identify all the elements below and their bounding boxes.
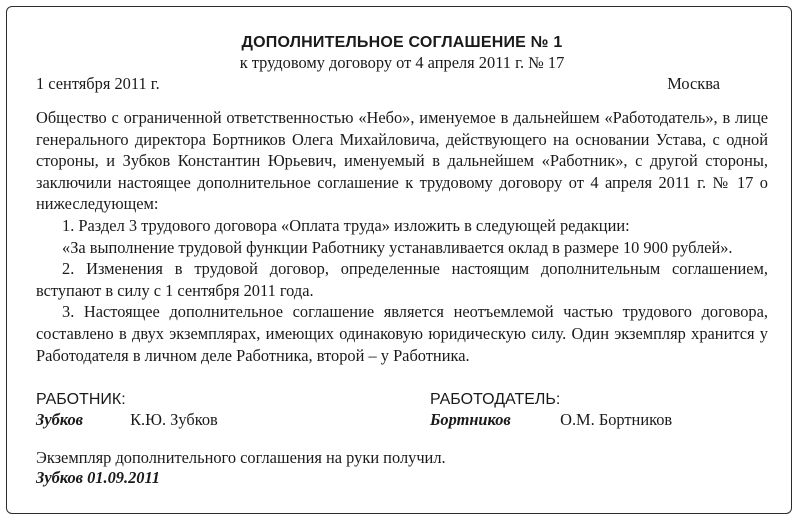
- employer-signature-block: [430, 390, 672, 430]
- clause-1-quote: «За выполнение трудовой функции Работнику устанавливается оклад в размере 10 900 рублей».: [62, 237, 733, 257]
- employee-label: РАБОТНИК:: [36, 391, 126, 409]
- clause-1: 1. Раздел 3 трудового договора «Оплата труда» изложить в следующей редакции:: [62, 215, 630, 235]
- document-subtitle: к трудовому договору от 4 апреля 2011 г. № 17: [239, 53, 565, 72]
- employer-label: РАБОТОДАТЕЛЬ:: [430, 391, 561, 409]
- employer-name: О.М. Бортников: [560, 410, 673, 430]
- employer-signature: Бортников: [430, 410, 511, 430]
- document-city: Москва: [667, 74, 720, 93]
- employee-name: К.Ю. Зубков: [130, 410, 218, 430]
- preamble-paragraph: Общество с ограниченной ответственностью «Небо», именуемое в дальнейшем «Работодатель», в лице генерального директора Бортников Олега Михайловича, действующего на основании Устава, с одной стороны, и Зубков Константин Юрьевич, именуемый в дальнейшем «Работник», с другой стороны, заключили настоящее дополнительное соглашение к трудовому договору от 4 апреля 2011 г. № 17 о нижеследующем:: [36, 108, 768, 214]
- agreement-document: [36, 32, 768, 488]
- clause-2: 2. Изменения в трудовой договор, определенные настоящим дополнительным соглашением, вступают в силу с 1 сентября 2011 года.: [36, 259, 768, 300]
- clause-3: 3. Настоящее дополнительное соглашение является неотъемлемой частью трудового договора, составлено в двух экземплярах, имеющих одинаковую юридическую силу. Один экземпляр хранится у Работодателя в личном деле Работника, второй – у Работника.: [36, 302, 768, 365]
- signature-block: [36, 390, 768, 436]
- receipt-block: [36, 448, 768, 488]
- document-date: 1 сентября 2011 г.: [36, 74, 160, 93]
- date-place-row: [36, 73, 768, 95]
- employee-signature-block: [36, 390, 218, 430]
- receipt-signature-date: Зубков 01.09.2011: [36, 468, 160, 488]
- receipt-text: Экземпляр дополнительного соглашения на руки получил.: [36, 448, 446, 468]
- document-title: ДОПОЛНИТЕЛЬНОЕ СОГЛАШЕНИЕ № 1: [241, 34, 563, 51]
- employee-signature: Зубков: [36, 410, 83, 430]
